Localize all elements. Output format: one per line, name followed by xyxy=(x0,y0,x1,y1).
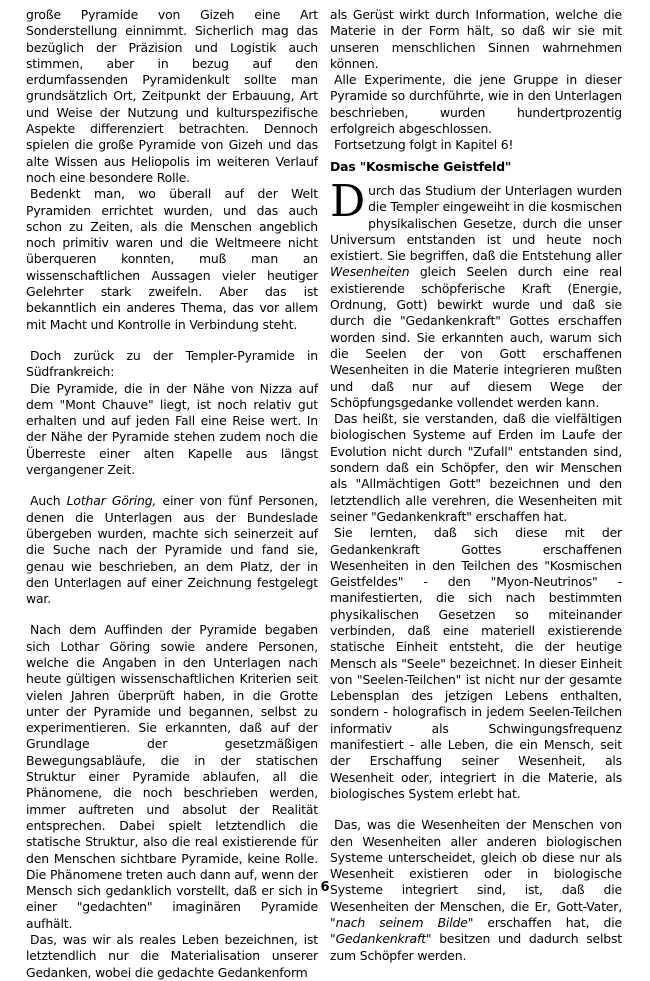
text-run: " erschaffen hat, die " xyxy=(330,915,622,947)
paragraph: Nach dem Auffinden der Pyramide begaben sich Lothar Göring sowie andere Personen, welche die Angaben in den Unterlagen nach heute gültigen wissenschaftlichen Kriterien seit vielen Jahren überprüft haben, in die Grotte unter der Pyramide und begannen, selbst zu experimentieren. Sie erkannten, daß auf der Grundlage der gesetzmäßigen Bewegungsabläufe, die in der statischen Struktur einer Pyramide ablaufen, all die Phänomene, die noch beschrieben werden, immer auftreten und absolut der Realität entsprechen. Dabei spielt letztendlich die statische Struktur, also die real existierende für den Menschen sichtbare Pyramide, keine Rolle. Die Phänomene treten auch dann auf, wenn der Mensch sich gedanklich vorstellt, daß er sich in einer "gedachten" imaginären Pyramide aufhält. xyxy=(26,622,318,931)
paragraph: Das heißt, sie verstanden, daß die vielfältigen biologischen Systeme auf Erden im Laufe der Evolution nicht durch "Zufall" entstanden sind, sondern daß ein Schöpfer, den wir Menschen als "Allmächtigen Gott" bezeichnen und den letztendlich alle verehren, die Wesenheiten mit seiner "Gedankenkraft" erschaffen hat. xyxy=(330,411,622,524)
paragraph: Bedenkt man, wo überall auf der Welt Pyramiden errichtet wurden, und das auch schon zu Zeiten, als die Menschen angeblich noch primitiv waren und die Weltmeere nicht überqueren konnten, muß man an wissenschaftlichen Aussagen vieler heutiger Gelehrter stark zweifeln. Aber das ist bekanntlich ein anderes Thema, das vor allem mit Macht und Kontrolle in Verbindung steht. xyxy=(26,186,318,332)
paragraph: Alle Experimente, die jene Gruppe in dieser Pyramide so durchführte, wie in den Unterlagen beschrieben, wurden hundertprozentig erfolgreich abgeschlossen. xyxy=(330,72,622,137)
left-column xyxy=(26,7,318,981)
text-run: Das, was die Wesenheiten der Menschen von den Wesenheiten aller anderen biologischen Systeme unterscheidet, gleich ob diese nur als Wesenheit existieren oder in biologische Systeme integriert sind, ist, daß die Wesenheiten der Menschen, die Er, Gott-Vater, " xyxy=(330,817,622,931)
paragraph: Doch zurück zu der Templer-Pyramide in Südfrankreich: xyxy=(26,347,318,380)
drop-cap: D xyxy=(330,175,366,227)
paragraph: Das, was wir als reales Leben bezeichnen, ist letztendlich nur die Materialisation unserer Gedanken, wobei die gedachte Gedankenform xyxy=(26,932,318,980)
paragraph: Sie lernten, daß sich diese mit der Gedankenkraft Gottes erschaffenen Wesenheiten in den Teilchen des "Kosmischen Geistfeldes" - den "Myon-Neutrinos" - manifestierten, die sich nach bestimmten physikalischen Gesetzen so miteinander verbinden, daß eine materiell existierende statische Einheit entsteht, die der heutige Mensch als "Seele" bezeichnet. In dieser Einheit von "Seelen-Teilchen" ist nicht nur der gesamte Lebensplan des jetzigen Lebens enthalten, sondern - holografisch in jedem Seelen-Teilchen informativ als Schwingungsfrequenz manifestiert - alle Leben, die ein Mensch, seit der Erschaffung seiner Wesenheit, als Wesenheit oder, integriert in die Materie, als biologisches System erlebt hat. xyxy=(330,525,622,801)
person-name: Lothar Göring, xyxy=(66,493,157,509)
right-column xyxy=(330,7,622,964)
text-run: einer von fünf Personen, denen die Unterlagen aus der Bundeslade übergeben wurden, machte sich seinerzeit auf die Suche nach der Pyramide und fand sie, genau wie beschrieben, an dem Platz, der in den Unterlagen auf einer Zeichnung festgelegt war. xyxy=(26,493,318,607)
paragraph: große Pyramide von Gizeh eine Art Sonderstellung einnimmt. Sicherlich mag das bezüglich der Präzision und Logistik auch stimmen, aber in bezug auf den erdumfassenden Pyramidenkult sollte man grundsätzlich Ort, Zeitpunkt der Erbauung, Art und Weise der Nutzung und kulturspezifische Aspekte differenziert betrachten. Dennoch spielen die große Pyramide von Gizeh und das alte Wissen aus Heliopolis im weiteren Verlauf noch eine besondere Rolle. xyxy=(26,7,318,185)
paragraph xyxy=(330,175,622,411)
paragraph xyxy=(26,493,318,607)
emphasis: Wesenheiten xyxy=(330,264,410,280)
text-run: gleich Seelen durch eine real existierende schöpferische Kraft (Energie, Ordnung, Gott) bewirkt wurde und daß sie durch die "Gedankenkraft" Gottes erschaffen worden sind. Sie erkannten auch, warum sich die Seelen der von Gott erschaffenen Wesenheiten in die Materie integrieren mußten und daß nur auf diesem Wege der Schöpfungsgedanke vollendet werden kann. xyxy=(330,264,622,410)
text-run: " besitzen und dadurch selbst zum Schöpfer werden. xyxy=(330,931,622,963)
emphasis: Gedankenkraft xyxy=(335,931,426,947)
paragraph: Fortsetzung folgt in Kapitel 6! xyxy=(334,137,514,153)
text-run: Auch xyxy=(30,493,67,509)
text-run: urch das Studium der Unterlagen wurden die Templer eingeweiht in die kosmischen physikalischen Gesetze, durch die unser Universum entstanden ist und heute noch existiert. Sie begriffen, daß die Entstehung aller xyxy=(330,182,622,264)
page-number: 6 xyxy=(320,880,330,895)
paragraph: als Gerüst wirkt durch Information, welche die Materie in der Form hält, so daß wir sie mit unseren menschlichen Sinnen wahrnehmen können. xyxy=(330,7,622,71)
emphasis: nach seinem Bilde xyxy=(335,915,468,931)
section-heading: Das "Kosmische Geistfeld" xyxy=(330,158,512,174)
paragraph: Die Pyramide, die in der Nähe von Nizza auf dem "Mont Chauve" liegt, ist noch relativ gut erhalten und auf jeden Fall eine Reise wert. In der Nähe der Pyramide stehen zudem noch die Überreste einer alten Kapelle aus längst vergangener Zeit. xyxy=(26,380,318,478)
